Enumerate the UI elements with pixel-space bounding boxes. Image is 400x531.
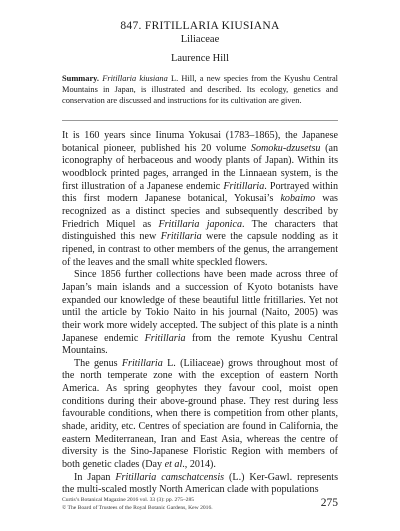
summary-taxon: Fritillaria kiusiana — [102, 74, 168, 83]
body-paragraph-3 — [62, 358, 338, 472]
text-run: (L.) Ker-Gawl. represents the multi-scaled mostly North American clade with populations — [62, 471, 338, 496]
italic-run: et al — [164, 459, 183, 471]
text-run: . Portrayed within this first modern Japanese botanical, Yokusai’s — [62, 180, 338, 205]
italic-run: Fritillaria — [121, 357, 163, 369]
text-run: L. (Liliaceae) grows throughout most of the north temperate zone with the exception of eastern North America. As spring geophytes they favour cool, moist open conditions during their above-ground phase. They rest during less favourable conditions, when there is competition from other plants, shade, aridity, etc. Centres of speciation are found in California, the eastern Mediterranean, Iran and East Asia, whereas the centre of diversity is the Sino-Japanese Floristic Region with members of both genetic clades (Day — [62, 357, 338, 471]
family-name: Liliaceae — [180, 34, 220, 45]
author-name: Laurence Hill — [170, 53, 229, 64]
page-footer — [62, 497, 292, 512]
summary-paragraph — [62, 73, 338, 106]
italic-run: Fritillaria — [160, 231, 202, 243]
text-run: In Japan — [74, 471, 116, 483]
section-divider — [62, 120, 338, 121]
body-paragraph-4 — [62, 472, 338, 497]
text-run: (an iconography of herbaceous and woody plants of Japan). Within its woodblock printed pages, arranged in the Linnaean system, is the first illustration of a Japanese endemic — [62, 142, 338, 192]
journal-citation: Curtis’s Botanical Magazine 2016 vol. 33 (3): pp. 275–285 — [62, 497, 195, 503]
italic-run: Somoku-dzusetsu — [250, 142, 321, 154]
summary-label: Summary. — [62, 74, 99, 83]
text-run: was recognized as a distinct species and subsequently described by Friedrich Miquel as — [62, 193, 338, 230]
text-run: The genus — [74, 357, 122, 369]
italic-run: Fritillaria — [144, 332, 186, 344]
page-number: 275 — [320, 497, 338, 509]
italic-run: Fritillaria camschatcensis — [115, 471, 225, 483]
text-run: ., 2014). — [182, 459, 216, 471]
italic-run: Fritillaria japonica — [158, 218, 243, 230]
text-run: It is 160 years since Iinuma Yokusai (1783–1865), the Japanese botanical pioneer, published his 20 volume — [62, 130, 338, 154]
copyright-notice: © The Board of Trustees of the Royal Botanic Gardens, Kew 2016. — [62, 504, 213, 511]
summary-text: L. Hill, a new species from the Kyushu Central Mountains in Japan, is illustrated and described. Its ecology, genetics and conservation are discussed and instructions for its cultivation are given. — [62, 74, 338, 105]
text-run: from the remote Kyushu Central Mountains. — [62, 332, 338, 357]
body-paragraph-1 — [62, 130, 338, 269]
body-paragraph-2 — [62, 269, 338, 358]
italic-run: kobaimo — [280, 193, 316, 205]
text-run: were the capsule nodding as it ripened, in contrast to other members of the genus, the arrangement of the leaves and the small white speckled flowers. — [62, 231, 338, 268]
article-title: 847. FRITILLARIA KIUSIANA — [120, 20, 280, 32]
text-run: . The characters that distinguished this new — [62, 218, 338, 243]
article-body — [62, 130, 338, 497]
italic-run: Fritillaria — [223, 180, 265, 192]
text-run: Since 1856 further collections have been made across three of Japan’s main islands and a succession of Kyoto botanists have expanded our knowledge of these beautiful little fritillaries. Yet not until the article by Tokio Naito in his journal (Naito, 2005) was their work more widely accepted. The subject of this plate is a ninth Japanese endemic — [62, 269, 338, 344]
